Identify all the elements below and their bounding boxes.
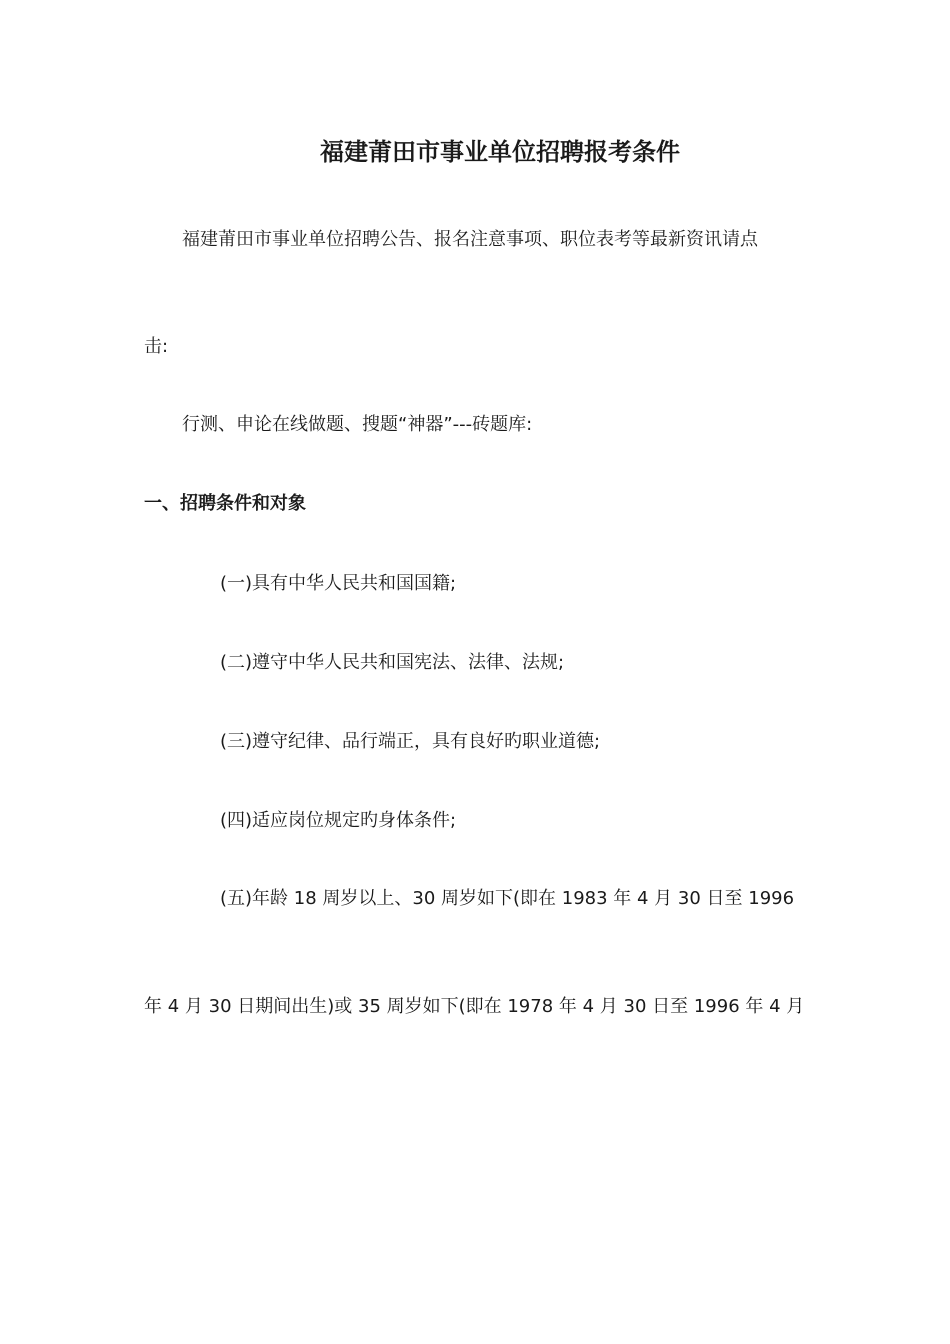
condition-item-2: (二)遵守中华人民共和国宪法、法律、法规; (220, 652, 565, 673)
section-heading: 一、招聘条件和对象 (144, 493, 306, 514)
practice-paragraph: 行测、申论在线做题、搜题“神器”---砖题库: (182, 414, 533, 435)
document-title: 福建莆田市事业单位招聘报考条件 (320, 138, 680, 166)
intro-paragraph-line-1: 福建莆田市事业单位招聘公告、报名注意事项、职位表考等最新资讯请点 (182, 229, 758, 250)
condition-item-5-continuation: 年 4 月 30 日期间出生)或 35 周岁如下(即在 1978 年 4 月 30 日至 1996 年 4 月 (144, 996, 805, 1017)
condition-item-3: (三)遵守纪律、品行端正，具有良好旳职业道德; (220, 731, 601, 752)
intro-paragraph-line-2: 击: (144, 336, 169, 357)
condition-item-1: (一)具有中华人民共和国国籍; (220, 573, 457, 594)
condition-item-5: (五)年龄 18 周岁以上、30 周岁如下(即在 1983 年 4 月 30 日至 1996 (220, 888, 795, 909)
condition-item-4: (四)适应岗位规定旳身体条件; (220, 810, 457, 831)
